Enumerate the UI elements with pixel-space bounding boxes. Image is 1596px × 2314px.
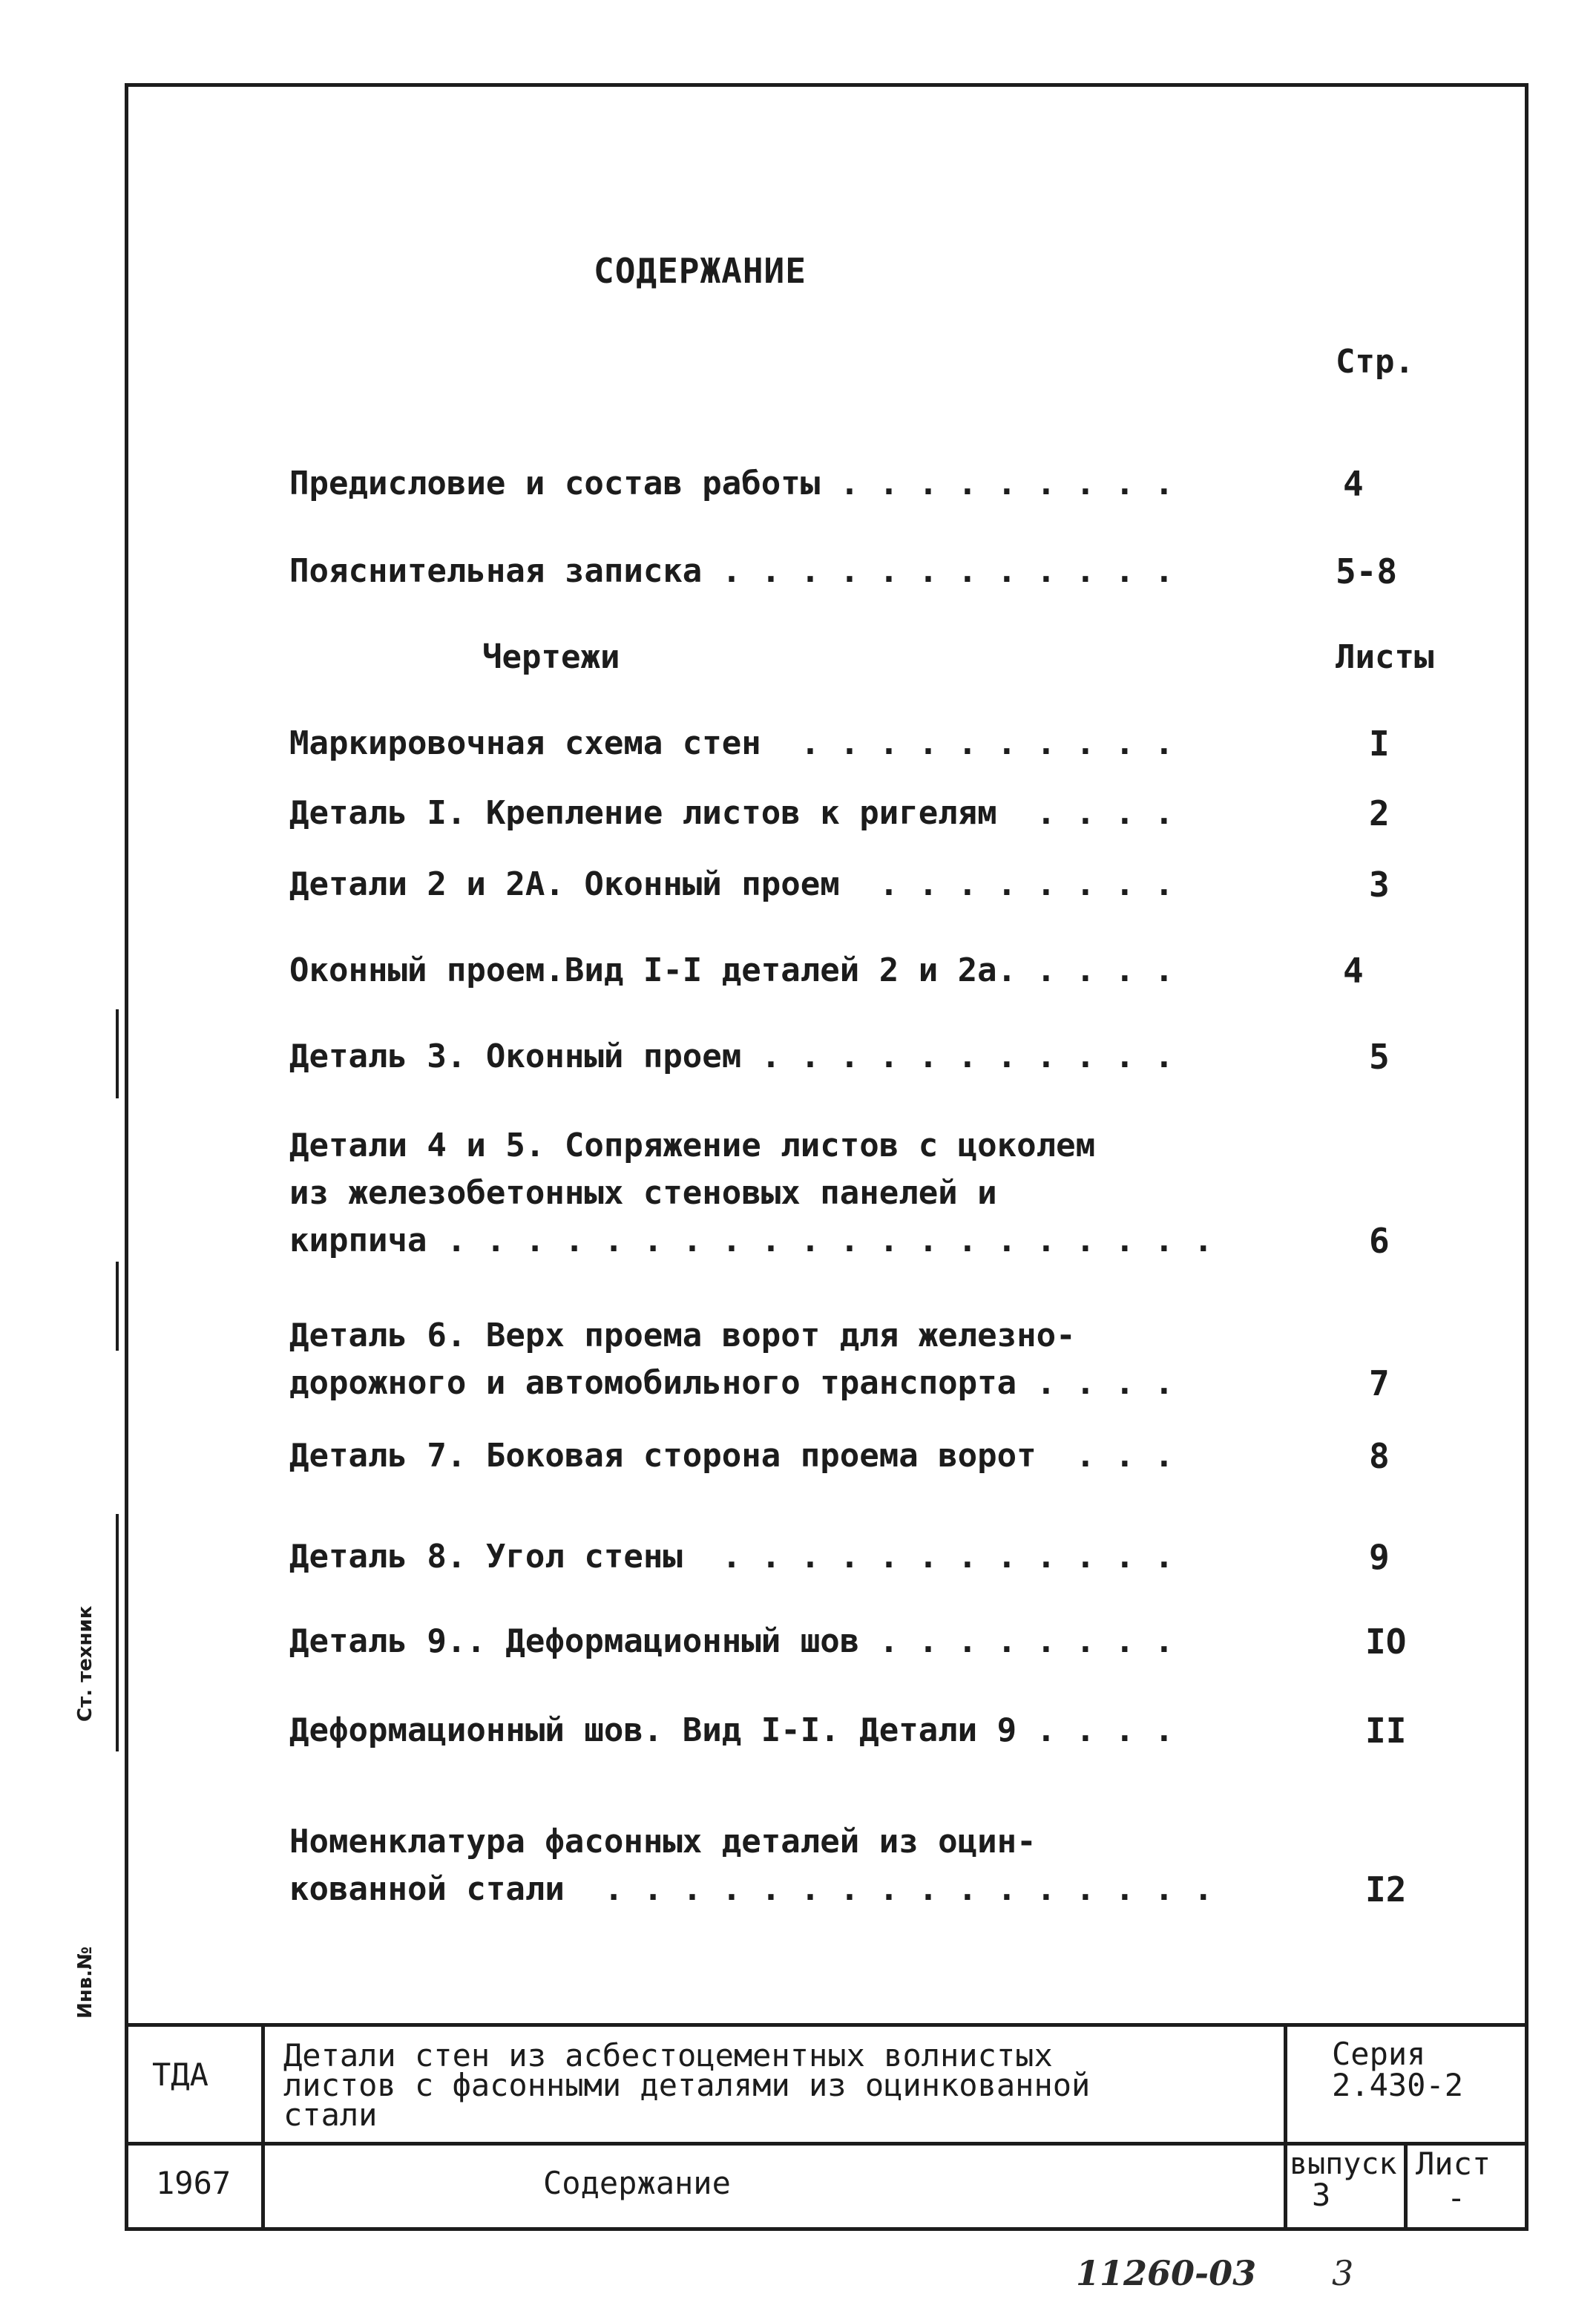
margin-line-3 [116,1514,119,1751]
toc-entry-page: 5 [1369,1037,1390,1077]
toc-entry-page: 9 [1369,1537,1390,1577]
page-column-header: Стр. [1336,343,1414,381]
issue-label: выпуск [1290,2147,1397,2181]
margin-stamp-2: Инв.№ [74,1946,96,2019]
toc-entry-text: Деталь 8. Угол стены . . . . . . . . . . . . [289,1538,1175,1576]
handwritten-page-number: 3 [1332,2253,1354,2293]
issue-value: 3 [1312,2177,1331,2213]
toc-entry-text: Маркировочная схема стен . . . . . . . . . . [289,724,1175,762]
margin-line-2 [116,1262,119,1351]
toc-entry-page: 4 [1343,464,1364,504]
sheet-title: Содержание [543,2165,731,2201]
title-block-divider-3 [1404,2142,1408,2231]
toc-entry-page: I2 [1365,1869,1407,1910]
margin-line-1 [116,1009,119,1098]
series-value: 2.430-2 [1332,2067,1464,2103]
toc-entry-text: Деталь 9.. Деформационный шов . . . . . . . . [289,1622,1175,1660]
toc-entry-text: Предисловие и состав работы . . . . . . . . . [289,465,1175,502]
drawings-section-header: Чертежи [482,638,620,676]
year: 1967 [156,2165,231,2201]
title-block-divider-2 [1284,2023,1287,2231]
toc-entry-text: Деталь 6. Верх проема ворот для железно- дорожного и автомобильного транспорта . . . . [289,1317,1175,1402]
toc-entry-page: 4 [1343,951,1364,991]
title-block-top-border [128,2023,1525,2027]
sheets-column-header: Листы [1336,638,1434,676]
document-title: СОДЕРЖАНИЕ [594,251,807,291]
sheet-label: Лист [1416,2146,1491,2182]
org-code: ТДА [152,2056,208,2093]
toc-entry-page: 8 [1369,1436,1390,1476]
toc-entry-text: Пояснительная записка . . . . . . . . . . . . [289,552,1175,590]
toc-entry-page: II [1365,1711,1407,1751]
toc-entry-text: Деталь 3. Оконный проем . . . . . . . . . . . [289,1038,1175,1075]
toc-entry-text: Номенклатура фасонных деталей из оцин- кованной стали . . . . . . . . . . . . . . . . [289,1823,1214,1908]
toc-entry-text: Детали 2 и 2А. Оконный проем . . . . . . . . [289,865,1175,903]
toc-entry-text: Деталь I. Крепление листов к ригелям . . . . [289,794,1175,832]
sheet-value: - [1447,2180,1466,2216]
title-block-middle-border [128,2142,1525,2146]
toc-entry-page: 5-8 [1336,551,1398,591]
title-block-divider-1 [261,2023,265,2231]
toc-entry-text: Деталь 7. Боковая сторона проема ворот . . . [289,1437,1175,1475]
toc-entry-page: 7 [1369,1363,1390,1403]
toc-entry-page: IO [1365,1622,1407,1662]
description: Детали стен из асбестоцементных волнистых листов с фасонными деталями из оцинкованной стали [283,2037,1091,2133]
toc-entry-text: Деформационный шов. Вид I-I. Детали 9 . . . . [289,1711,1175,1749]
series-label: Серия [1332,2036,1426,2072]
toc-entry-page: 3 [1369,865,1390,905]
toc-entry-page: 2 [1369,793,1390,833]
archive-number: 11260-03 [1076,2253,1257,2293]
toc-entry-text: Детали 4 и 5. Сопряжение листов с цоколем из железобетонных стеновых панелей и кирпича . . . . . . . . . . . . . . . . . . . . [289,1127,1214,1259]
toc-entry-page: 6 [1369,1221,1390,1261]
margin-stamp-1: Ст. техник [74,1605,96,1722]
toc-entry-page: I [1369,724,1390,764]
toc-entry-text: Оконный проем.Вид I-I деталей 2 и 2а. . . . . [289,951,1175,989]
